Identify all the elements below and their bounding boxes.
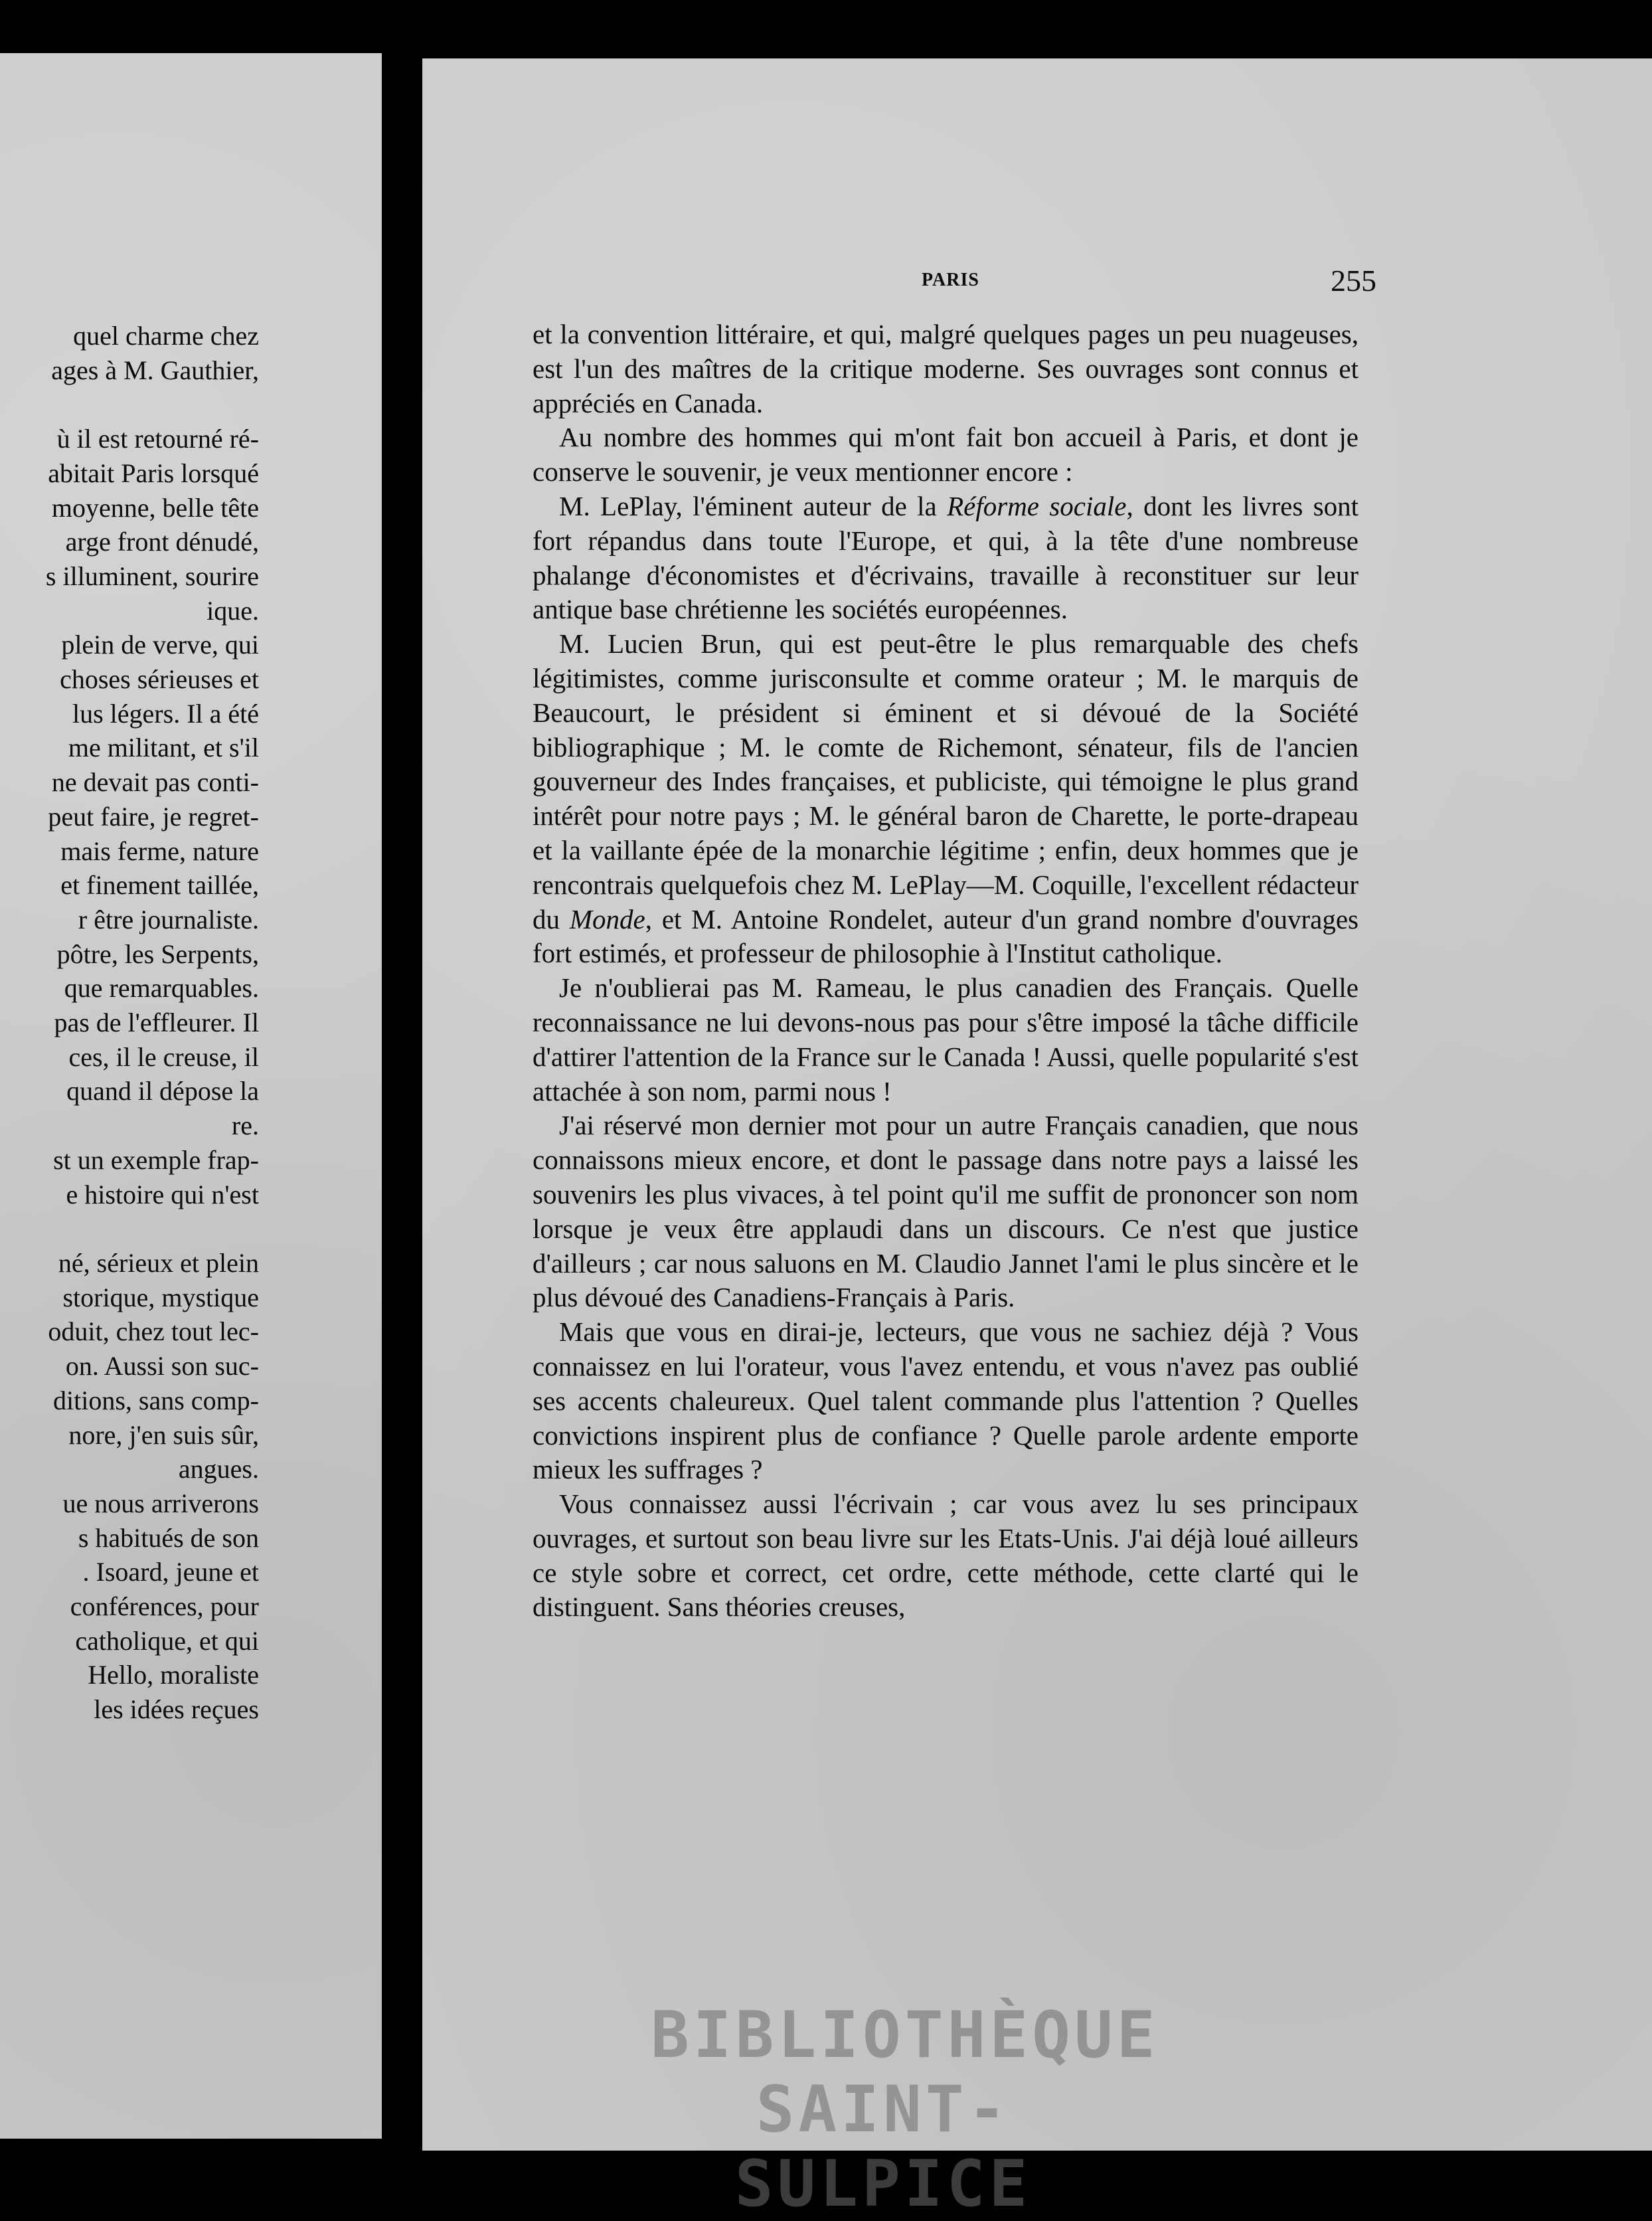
paragraph-ecrivain: Vous connaissez aussi l'écrivain ; car vous avez lu ses principaux ouvrages, et surtout son beau livre sur les Etats-Unis. J'ai déjà loué ailleurs ce style sobre et correct, cet ordre, cette méthode, cette clarté qui le distinguent. Sans théories creuses, (533, 1488, 1359, 1623)
page-header (422, 264, 1652, 307)
left-page-line: ditions, sans comp- (53, 1385, 259, 1415)
stamp-line: BIBLIOTHÈQUE (651, 1998, 1159, 2072)
running-head: PARIS (922, 270, 979, 290)
left-page-line: plein de verve, qui (61, 630, 259, 660)
right-page (422, 58, 1652, 2221)
left-page-text (0, 319, 259, 1727)
left-page-line: s illuminent, sourire (45, 561, 259, 591)
left-page-line: on. Aussi son suc- (65, 1351, 259, 1381)
left-page-line: ique. (206, 595, 259, 626)
left-page-line: s habitués de son (78, 1522, 259, 1553)
left-page-line: mais ferme, nature (60, 836, 259, 866)
body-text (533, 317, 1359, 1625)
paragraph-rameau: Je n'oublierai pas M. Rameau, le plus canadien des Français. Quelle reconnaissance ne lui devons-nous pas pour s'être imposé la tâche difficile d'attirer l'attention de la France sur le Canada ! Aussi, quelle popularité s'est attachée à son nom, parmi nous ! (533, 972, 1359, 1107)
newspaper-title: Monde (569, 903, 645, 934)
paragraph-leplay (533, 489, 1359, 627)
left-page-line (0, 387, 259, 422)
stamp-line: SAINT-SULPICE (734, 2072, 1032, 2221)
left-page-line: pôtre, les Serpents, (56, 938, 259, 969)
left-page-line: né, sérieux et plein (58, 1247, 259, 1278)
left-page-line: me militant, et s'il (68, 733, 259, 763)
left-page-line: r être journaliste. (78, 904, 259, 934)
left-page-line: lus légers. Il a été (72, 698, 259, 729)
left-page-line: Hello, moraliste (88, 1660, 259, 1690)
left-page-line: e histoire qui n'est (66, 1179, 259, 1209)
left-page-line: oduit, chez tout lec- (48, 1316, 259, 1347)
paragraph-orateur: Mais que vous en dirai-je, lecteurs, que vous ne sachiez déjà ? Vous connaissez en lui l'orateur, vous l'avez entendu, et vous n'avez pas oublié ses accents chaleureux. Quel talent commande plus l'attention ? Quelles convictions inspirent plus de confiance ? Quelle parole ardente emporte mieux les suffrages ? (533, 1316, 1359, 1485)
paragraph-text: , dont les livres sont fort répandus dans toute l'Europe, et qui, à la tête d'une nombreuse phalange d'économistes et d'écrivains, travaille à reconstituer sur leur antique base chrétienne les sociétés européennes. (533, 490, 1359, 625)
left-page-line: re. (231, 1110, 259, 1141)
left-page-line: abitait Paris lorsqué (48, 458, 259, 488)
paragraph-text: M. LePlay, l'éminent auteur de la (559, 490, 948, 521)
book-title: Réforme sociale (947, 490, 1127, 521)
left-page-line: ces, il le creuse, il (68, 1041, 259, 1072)
left-page-line: conférences, pour (70, 1591, 259, 1622)
left-page-fragment (0, 53, 393, 2139)
left-page-line: ages à M. Gauthier, (51, 355, 259, 385)
left-page-line (0, 1211, 259, 1246)
left-page-line: ne devait pas conti- (51, 767, 259, 798)
left-page-line: st un exemple frap- (53, 1144, 259, 1175)
left-page-line: nore, j'en suis sûr, (68, 1419, 259, 1450)
left-page-line: quel charme chez (73, 321, 259, 351)
left-page-line: ù il est retourné ré- (56, 424, 259, 454)
left-page-line: moyenne, belle tête (51, 492, 259, 523)
paragraph-brun (533, 627, 1359, 971)
left-page-line: angues. (178, 1454, 259, 1484)
paragraph-text: M. Lucien Brun, qui est peut-être le plus remarquable des chefs légitimistes, comme jurisconsulte et comme orateur ; M. le marquis de Beaucourt, le président si éminent et si dévoué de la Société bibliographique ; M. le comte de Richemont, sénateur, fils de l'ancien gouverneur des Indes françaises, et publiciste, qui témoigne le plus grand intérêt pour notre pays ; M. le général baron de Charette, le porte-drapeau et la vaillante épée de la monarchie légitime ; enfin, deux hommes que je rencontrais quelquefois chez M. LePlay—M. Coquille, l'excellent rédacteur du (533, 628, 1359, 934)
left-page-line: catholique, et qui (75, 1625, 259, 1656)
left-page-line: pas de l'effleurer. Il (54, 1008, 259, 1038)
left-page-line: choses sérieuses et (60, 664, 259, 695)
left-page-line: . Isoard, jeune et (82, 1557, 259, 1587)
paragraph-continued: et la convention littéraire, et qui, malgré quelques pages un peu nuageuses, est l'un des maîtres de la critique moderne. Ses ouvrages sont connus et appréciés en Canada. (533, 319, 1359, 418)
left-page-line: arge front dénudé, (65, 527, 259, 557)
left-page-line: quand il dépose la (66, 1076, 259, 1107)
left-page-line: peut faire, je regret- (48, 801, 259, 832)
left-page-line: que remarquables. (64, 973, 259, 1004)
paragraph-intro: Au nombre des hommes qui m'ont fait bon accueil à Paris, et dont je conserve le souvenir, je veux mentionner encore : (533, 422, 1359, 488)
library-stamp (651, 1998, 1159, 2221)
page-number: 255 (1331, 264, 1376, 298)
paragraph-jannet: J'ai réservé mon dernier mot pour un autre Français canadien, que nous connaissons mieux encore, et dont le passage dans notre pays a laissé les souvenirs les plus vivaces, à tel point qu'il me suffit de prononcer son nom lorsque je veux être applaudi dans un discours. Ce n'est que justice d'ailleurs ; car nous saluons en M. Claudio Jannet l'ami le plus sincère et le plus dévoué des Canadiens-Français à Paris. (533, 1110, 1359, 1313)
left-page-line: et finement taillée, (60, 870, 259, 901)
paragraph-text: , et M. Antoine Rondelet, auteur d'un grand nombre d'ouvrages fort estimés, et professeur de philosophie à l'Institut catholique. (533, 903, 1359, 969)
left-page-line: storique, mystique (62, 1282, 259, 1312)
left-page-line: les idées reçues (94, 1694, 259, 1725)
left-page-line: ue nous arriverons (62, 1488, 259, 1518)
